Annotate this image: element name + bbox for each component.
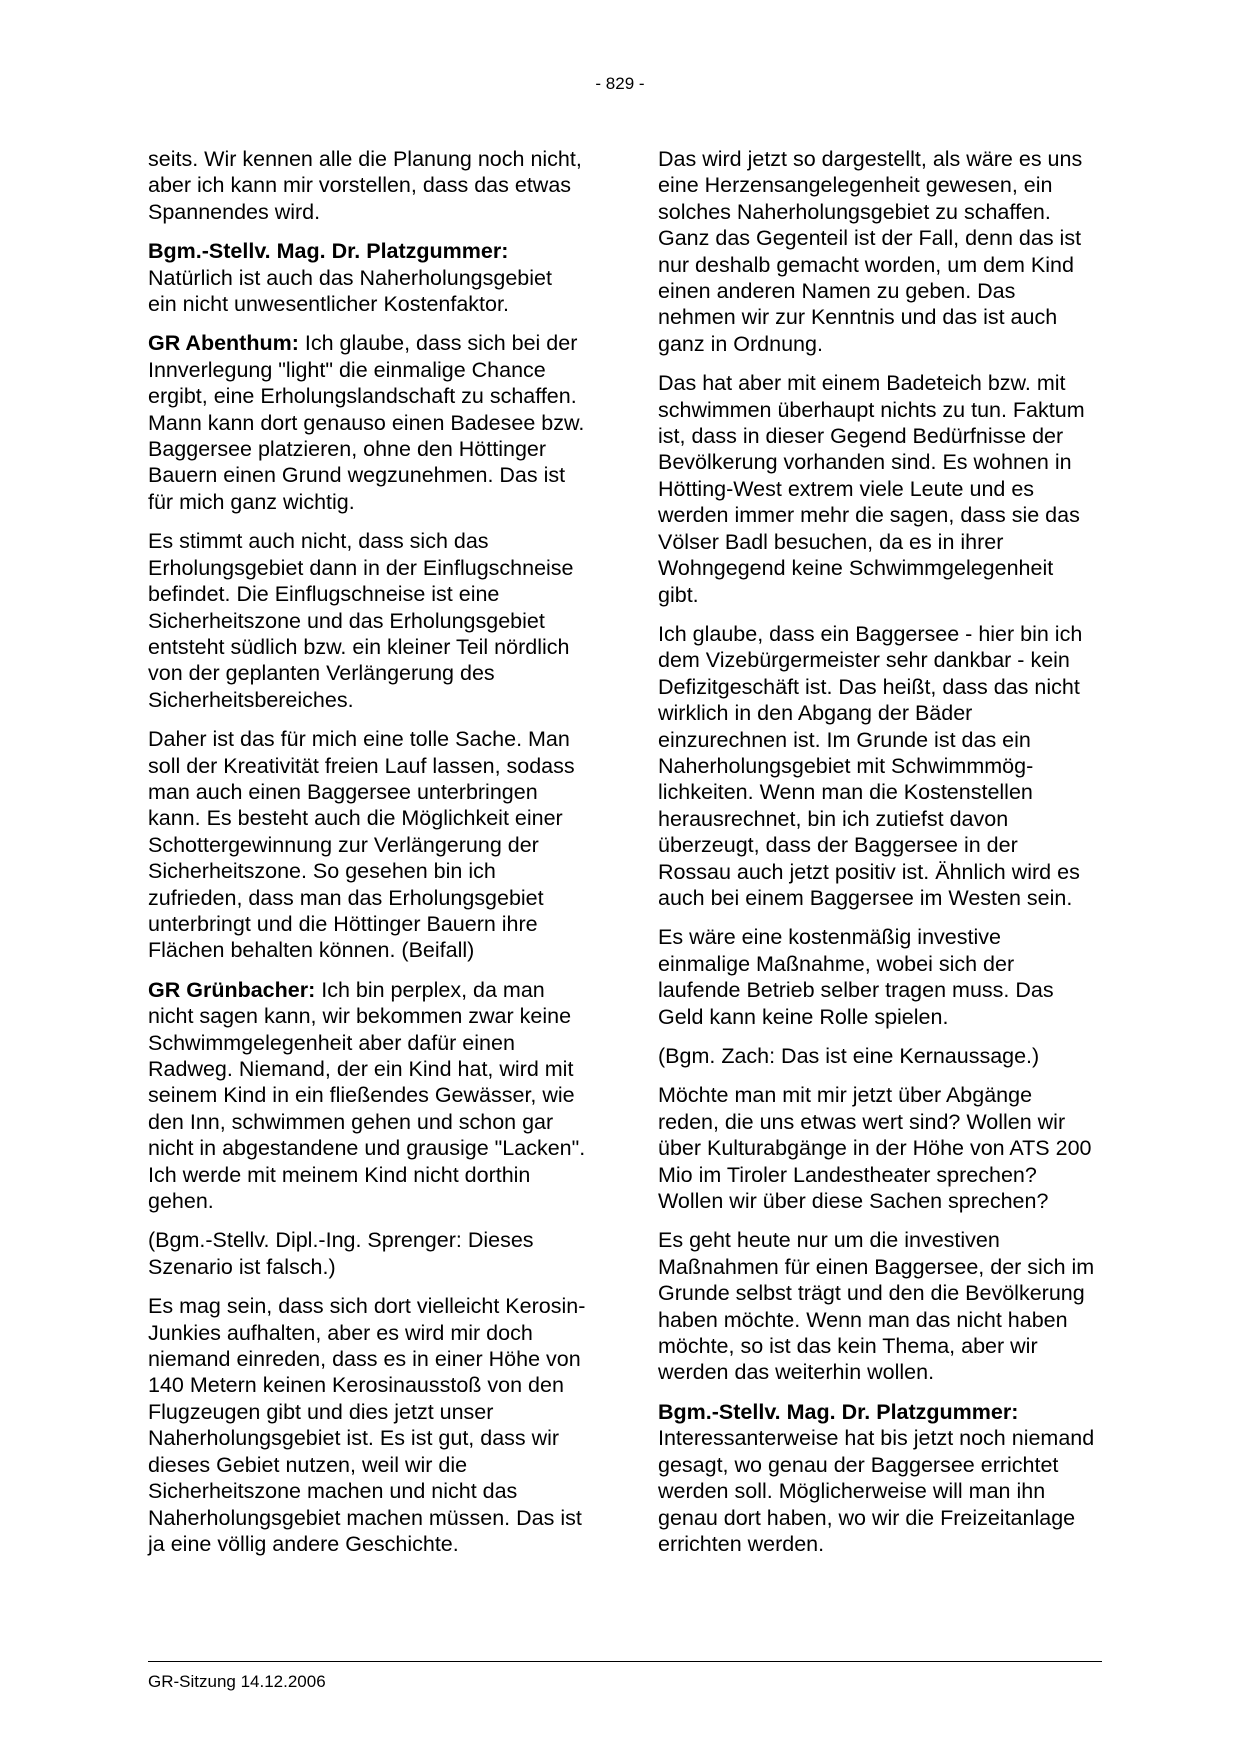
paragraph bbox=[658, 146, 1096, 357]
right-column bbox=[658, 146, 1096, 1570]
paragraph bbox=[658, 1399, 1096, 1557]
paragraph bbox=[148, 977, 586, 1215]
paragraph-text: Ich glaube, dass ein Baggersee - hier bin ich dem Vizebürgermeister sehr dankbar - kein Defizitgeschäft ist. Das heißt, dass das nicht wirklich in den Abgang der Bäder einzurechnen ist. Im Grunde ist das ein Naherholungsgebiet mit Schwimmmöglichkeiten. Wenn man die Kostenstellen herausrechnet, bin ich zutiefst davon überzeugt, dass der Baggersee in der Rossau auch jetzt positiv ist. Ähnlich wird es auch bei einem Baggersee im Westen sein. bbox=[658, 621, 1083, 910]
paragraph bbox=[658, 1043, 1096, 1069]
paragraph bbox=[148, 726, 586, 964]
paragraph-text: seits. Wir kennen alle die Planung noch nicht, aber ich kann mir vorstellen, dass das etwas Spannendes wird. bbox=[148, 147, 582, 224]
speaker-name: GR Grünbacher: bbox=[148, 977, 316, 1002]
paragraph bbox=[658, 621, 1096, 911]
paragraph bbox=[148, 238, 586, 317]
paragraph-text: Daher ist das für mich eine tolle Sache. Man soll der Kreativität freien Lauf lassen, sodass man auch einen Baggersee unterbringen kann. Es besteht auch die Möglichkeit einer Schottergewinnung zur Verlängerung der Sicherheitszone. So gesehen bin ich zufrieden, dass man das Erholungsgebiet unterbringt und die Höttinger Bauern ihre Flächen behalten können. (Beifall) bbox=[148, 727, 575, 963]
page-number: - 829 - bbox=[595, 74, 645, 93]
paragraph bbox=[658, 370, 1096, 608]
paragraph bbox=[148, 1227, 586, 1280]
speaker-name: Bgm.-Stellv. Mag. Dr. Platzgummer: bbox=[148, 239, 509, 264]
speaker-name: Bgm.-Stellv. Mag. Dr. Platzgummer: bbox=[658, 1399, 1019, 1424]
paragraph bbox=[148, 146, 586, 225]
paragraph-text: Möchte man mit mir jetzt über Abgänge reden, die uns etwas wert sind? Wollen wir über Kulturabgänge in der Höhe von ATS 200 Mio im Tiroler Landestheater sprechen? Wollen wir über diese Sachen sprechen? bbox=[658, 1083, 1092, 1214]
paragraph-text: Interessanterweise hat bis jetzt noch niemand gesagt, wo genau der Baggersee errichtet werden soll. Möglicherweise will man ihn genau dort haben, wo wir die Freizeitanlage errichten werden. bbox=[658, 1426, 1095, 1556]
left-column bbox=[148, 146, 586, 1570]
paragraph-text: Ich bin perplex, da man nicht sagen kann, wir bekommen zwar keine Schwimmgelegenheit aber dafür einen Radweg. Niemand, der ein Kind hat, wird mit seinem Kind in ein fließendes Gewässer, wie den Inn, schwimmen gehen und schon gar nicht in abgestandene und grausige "Lacken". Ich werde mit meinem Kind nicht dorthin gehen. bbox=[148, 977, 586, 1214]
paragraph-text: Es stimmt auch nicht, dass sich das Erholungsgebiet dann in der Einflugschneise befindet. Die Einflugschneise ist eine Sicherheitszone und das Erholungsgebiet entsteht südlich bzw. ein kleiner Teil nördlich von der geplanten Verlängerung des Sicherheitsbereiches. bbox=[148, 529, 574, 712]
paragraph bbox=[658, 1227, 1096, 1385]
paragraph bbox=[148, 528, 586, 713]
paragraph-text: (Bgm. Zach: Das ist eine Kernaussage.) bbox=[658, 1044, 1040, 1068]
footer-divider bbox=[148, 1661, 1102, 1662]
paragraph-text: (Bgm.-Stellv. Dipl.-Ing. Sprenger: Dieses Szenario ist falsch.) bbox=[148, 1228, 534, 1279]
paragraph bbox=[148, 330, 586, 515]
paragraph-text: Das wird jetzt so dargestellt, als wäre es uns eine Herzensangelegenheit gewesen, ein solches Naherholungsgebiet zu schaffen. Ganz das Gegenteil ist der Fall, denn das ist nur deshalb gemacht worden, um dem Kind einen anderen Namen zu geben. Das nehmen wir zur Kenntnis und das ist auch ganz in Ordnung. bbox=[658, 147, 1083, 356]
paragraph-text: Natürlich ist auch das Naherholungsgebiet ein nicht unwesentlicher Kostenfaktor. bbox=[148, 265, 552, 317]
paragraph-text: Es wäre eine kostenmäßig investive einmalige Maßnahme, wobei sich der laufende Betrieb selber tragen muss. Das Geld kann keine Rolle spielen. bbox=[658, 925, 1054, 1029]
paragraph-text: Es geht heute nur um die investiven Maßnahmen für einen Baggersee, der sich im Grunde selbst trägt und den die Bevölkerung haben möchte. Wenn man das nicht haben möchte, so ist das kein Thema, aber wir werden das weiterhin wollen. bbox=[658, 1228, 1095, 1385]
paragraph bbox=[658, 924, 1096, 1030]
paragraph bbox=[658, 1082, 1096, 1214]
speaker-name: GR Abenthum: bbox=[148, 331, 299, 356]
paragraph-text: Das hat aber mit einem Badeteich bzw. mit schwimmen überhaupt nichts zu tun. Faktum ist, dass in dieser Gegend Bedürfnisse der Bevölkerung vorhanden sind. Es wohnen in Hötting-West extrem viele Leute und es werden immer mehr die sagen, dass sie das Völser Badl besuchen, da es in ihrer Wohngegend keine Schwimmgelegenheit gibt. bbox=[658, 371, 1085, 607]
paragraph-text: Ich glaube, dass sich bei der Innverlegung "light" die einmalige Chance ergibt, eine Erholungslandschaft zu schaffen. Mann kann dort genauso einen Badesee bzw. Baggersee platzieren, ohne den Höttinger Bauern einen Grund wegzunehmen. Das ist für mich ganz wichtig. bbox=[148, 331, 585, 514]
paragraph-text: Es mag sein, dass sich dort vielleicht Kerosin-Junkies aufhalten, aber es wird mir doch niemand einreden, dass es in einer Höhe von 140 Metern keinen Kerosinausstoß von den Flugzeugen gibt und dies jetzt unser Naherholungsgebiet ist. Es ist gut, dass wir dieses Gebiet nutzen, weil wir die Sicherheitszone machen und nicht das Naherholungsgebiet machen müssen. Das ist ja eine völlig andere Geschichte. bbox=[148, 1294, 586, 1556]
paragraph bbox=[148, 1293, 586, 1557]
footer-session-date: GR-Sitzung 14.12.2006 bbox=[148, 1672, 326, 1691]
